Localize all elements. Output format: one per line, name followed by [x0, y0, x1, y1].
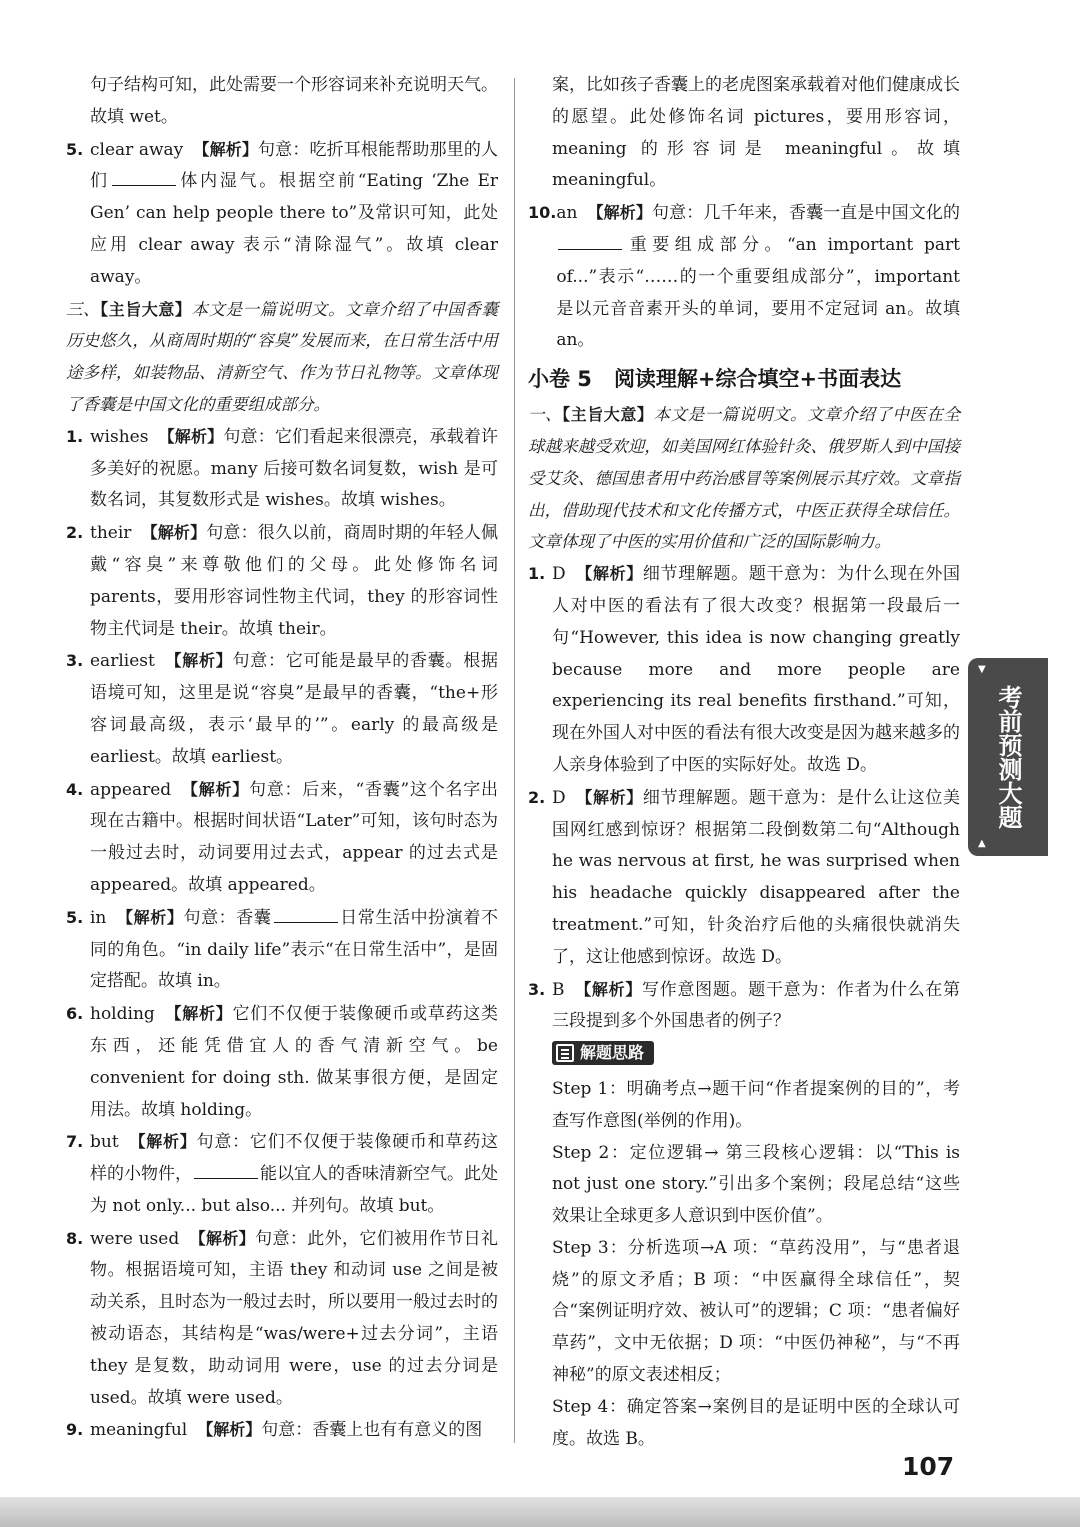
analysis-text: 句意：香囊上也有有意义的图 — [261, 1420, 483, 1441]
solution-step: Step 2：定位逻辑→ 第三段核心逻辑：以“This is not just one story.”引出多个案例；段尾总结“这些效果让全球更多人意识到中医价值”。 — [552, 1142, 960, 1227]
item-answer: D — [552, 564, 566, 585]
item-number: 2. — [66, 523, 84, 543]
pencil-note-icon — [556, 1044, 574, 1062]
page-number: 107 — [902, 1452, 955, 1481]
item-answer: appeared — [90, 779, 172, 800]
item-answer: holding — [90, 1004, 155, 1025]
analysis-text: 句意：它可能是最早的香囊。根据语境可知，这里是说“容臭”是最早的香囊，“the+形容词最高级，表示‘最早的’”。early 的最高级是 earliest。故填 earliest。 — [90, 651, 498, 767]
triangle-down-icon: ▼ — [978, 664, 986, 675]
analysis-tag: 【解析】 — [164, 1004, 233, 1024]
answer-item — [528, 197, 960, 357]
main-idea-summary — [528, 399, 960, 558]
analysis-text: 句意：几千年来，香囊一直是中国文化的 — [652, 203, 960, 224]
scan-edge-band — [0, 1497, 1080, 1527]
right-column — [528, 70, 960, 1455]
answer-item — [66, 1223, 498, 1415]
analysis-tag: 【解析】 — [574, 979, 643, 999]
analysis-text: 体内湿气。根据空前“Eating ‘Zhe Er Gen’ can help people there to”及常识可知，此处应用 clear away 表示“清除湿气”。故填 clear away。 — [90, 171, 499, 287]
answer-blank — [194, 1161, 258, 1179]
analysis-tag: 【解析】 — [116, 907, 184, 927]
item-number: 3. — [528, 979, 546, 999]
item-number: 4. — [66, 779, 84, 799]
analysis-text: 句意：香囊 — [183, 907, 272, 928]
answer-item — [66, 998, 498, 1126]
item-number: 10. — [528, 203, 557, 223]
answer-blank — [558, 232, 622, 250]
answer-blank — [112, 168, 176, 186]
item-answer: meaningful — [90, 1420, 188, 1441]
item-answer: B — [552, 979, 565, 1000]
analysis-tag: 【解析】 — [197, 1420, 262, 1440]
analysis-text: 句意：很久以前，商周时期的年轻人佩戴“容臭”来尊敬他们的父母。此处修饰名词 parents，要用形容词性物主代词，they 的形容词性物主代词是 their。故填 their。 — [90, 523, 498, 639]
analysis-tag: 【解析】 — [575, 564, 643, 584]
analysis-text: 能以宜人的香味清新空气。此处为 not only... but also... 并列句。故填 but。 — [90, 1164, 498, 1216]
item-number: 3. — [66, 651, 84, 671]
item-number: 1. — [528, 564, 546, 584]
analysis-tag: 【解析】 — [181, 779, 249, 799]
analysis-text: 句意：它们看起来很漂亮，承载着许多美好的祝愿。many 后接可数名词复数，wish 是可数名词，其复数形式是 wishes。故填 wishes。 — [90, 426, 498, 511]
analysis-tag: 【解析】 — [158, 426, 224, 446]
item-answer: but — [90, 1132, 119, 1153]
analysis-tag: 【解析】 — [575, 787, 643, 807]
column-divider — [514, 78, 515, 1443]
item-number: 9. — [66, 1420, 84, 1440]
analysis-text: 日常生活中扮演着不同的角色。“in daily life”表示“在日常生活中”，是固定搭配。故填 in。 — [90, 907, 499, 992]
item-answer: an — [556, 203, 578, 224]
analysis-text: 重要组成部分。“an important part of...”表示“……的一个重要组成部分”，important 是以元音音素开头的单词，要用不定冠词 an。故填 an。 — [556, 234, 960, 351]
section-title — [528, 359, 960, 399]
chapter-side-tab — [968, 658, 1048, 856]
item-answer: their — [90, 523, 132, 544]
main-idea-summary — [66, 294, 498, 421]
item-number: 1. — [66, 426, 84, 446]
item-answer: in — [90, 907, 107, 928]
continuation-text: 句子结构可知，此处需要一个形容词来补充说明天气。故填 wet。 — [90, 75, 498, 127]
main-idea-text: 本文是一篇说明文。文章介绍了中国香囊历史悠久，从商周时期的“容臭”发展而来，在日常生活中用途多样，如装物品、清新空气、作为节日礼物等。文章体现了香囊是中国文化的重要组成部分。 — [66, 299, 498, 414]
solution-step: Step 3：分析选项→A 项：“草药没用”，与“患者退烧”的原文矛盾；B 项：“中医赢得全球信任”，契合“案例证明疗效、被认可”的逻辑；C 项：“患者偏好草药”，文中无依据；D 项：“中医仍神秘”，与“不再神秘”的原文表述相反； — [552, 1237, 960, 1386]
answer-blank — [274, 905, 338, 923]
answer-item — [66, 645, 498, 773]
analysis-text: 它们不仅便于装像硬币或草药这类东西，还能凭借宜人的香气清新空气。be convenient for doing sth. 做某事很方便，是固定用法。故填 holding。 — [90, 1004, 498, 1120]
solution-approach-text: 解题思路 — [580, 1043, 645, 1063]
analysis-text: 句意：后来，“香囊”这个名字出现在古籍中。根据时间状语“Later”可知，该句时态为一般过去时，动词要用过去式，appear 的过去式是 appeared。故填 appeared。 — [90, 779, 498, 895]
section-title-part1: 小卷 5 — [528, 367, 592, 392]
left-column — [66, 70, 498, 1447]
analysis-tag: 【解析】 — [128, 1132, 197, 1152]
answer-item — [66, 902, 498, 998]
analysis-tag: 【解析】 — [193, 139, 259, 159]
answer-item — [66, 1126, 498, 1222]
answer-item — [66, 134, 498, 294]
side-tab-label: 考前预测大题 — [994, 685, 1022, 829]
item-answer: earliest — [90, 651, 155, 672]
answer-item — [66, 1414, 498, 1447]
main-idea-tag: 【主旨大意】 — [562, 405, 654, 425]
item-number: 2. — [528, 787, 546, 807]
item-number: 6. — [66, 1004, 84, 1024]
answer-item — [528, 558, 960, 782]
main-idea-tag: 【主旨大意】 — [100, 299, 192, 319]
item-number: 5. — [66, 139, 84, 159]
item-answer: were used — [90, 1228, 180, 1249]
analysis-tag: 【解析】 — [164, 651, 233, 671]
continuation-text: 案，比如孩子香囊上的老虎图案承载着对他们健康成长的愿望。此处修饰名词 pictures，要用形容词，meaning 的形容词是 meaningful。故填 meaningful。 — [552, 75, 960, 191]
analysis-text: 写作意图题。题干意为：作者为什么在第三段提到多个外国患者的例子？ — [552, 979, 960, 1032]
section-title-part2: 阅读理解+综合填空+书面表达 — [613, 367, 902, 392]
section-prefix: 一、 — [528, 405, 563, 425]
section-prefix: 三、 — [66, 299, 101, 319]
item-answer: wishes — [90, 426, 149, 447]
main-idea-text: 本文是一篇说明文。文章介绍了中医在全球越来越受欢迎，如美国网红体验针灸、俄罗斯人到中国接受艾灸、德国患者用中药治感冒等案例展示其疗效。文章指出，借助现代技术和文化传播方式，中医正获得全球信任。文章体现了中医的实用价值和广泛的国际影响力。 — [528, 405, 960, 552]
analysis-text: 句意：此外，它们被用作节日礼物。根据语境可知，主语 they 和动词 use 之间是被动关系，且时态为一般过去时，所以要用一般过去时的被动语态，其结构是“was/were+过去分词”，主语 they 是复数，助动词用 were，use 的过去分词是 used。故填 were used。 — [90, 1228, 498, 1408]
analysis-text: 细节理解题。题干意为：是什么让这位美国网红感到惊讶？根据第二段倒数第二句“Although he was nervous at first, he was surprised when his headache quickly disappeared after the treatment.”可知，针灸治疗后他的头痛很快就消失了，这让他感到惊讶。故选 D。 — [552, 787, 960, 967]
item-answer: D — [552, 787, 566, 808]
item-number: 8. — [66, 1228, 84, 1248]
answer-item — [528, 782, 960, 974]
triangle-up-icon: ▲ — [978, 838, 986, 849]
analysis-text: 句意：吃折耳根能帮助那里的人们 — [90, 139, 498, 192]
analysis-tag: 【解析】 — [189, 1228, 256, 1248]
answer-item — [66, 774, 498, 902]
analysis-text: 细节理解题。题干意为：为什么现在外国人对中医的看法有了很大改变？根据第一段最后一句“However, this idea is now changing greatly because more and more people are experiencing its real benefits firsthand.”可知，现在外国人对中医的看法有很大改变是因为越来越多的人亲身体验到了中医的实际好处。故选 D。 — [552, 564, 960, 775]
item-number: 7. — [66, 1132, 84, 1152]
solution-approach-label — [552, 1041, 654, 1065]
answer-item — [66, 517, 498, 645]
analysis-text: 句意：它们不仅便于装像硬币和草药这样的小物件， — [90, 1132, 498, 1185]
item-number: 5. — [66, 907, 84, 927]
item-answer: clear away — [90, 139, 184, 160]
answer-item — [528, 974, 960, 1039]
solution-step: Step 1：明确考点→题干问“作者提案例的目的”，考查写作意图(举例的作用)。 — [552, 1078, 960, 1131]
analysis-tag: 【解析】 — [587, 203, 653, 223]
analysis-tag: 【解析】 — [141, 523, 207, 543]
solution-step: Step 4：确定答案→案例目的是证明中医的全球认可度。故选 B。 — [552, 1396, 960, 1449]
answer-item — [66, 421, 498, 517]
